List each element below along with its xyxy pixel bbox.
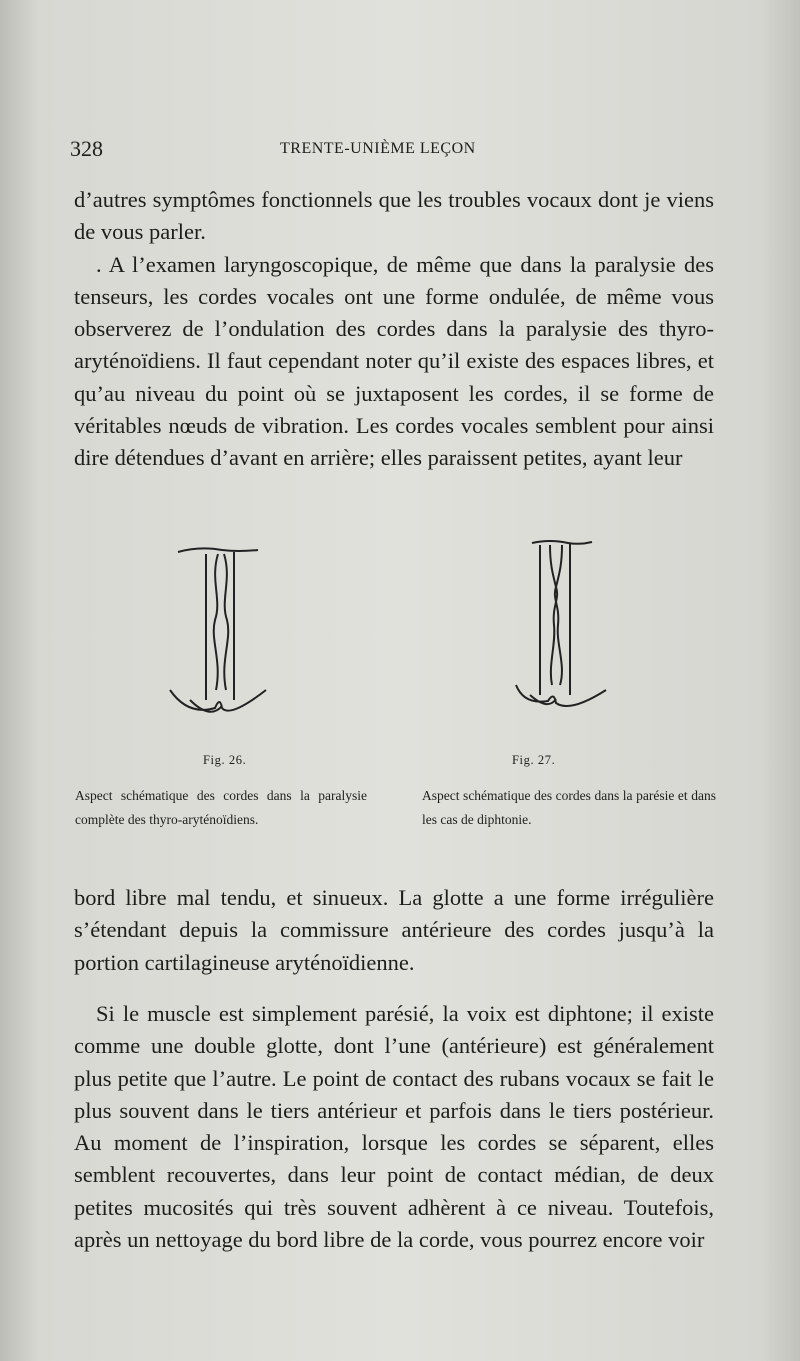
paragraph: bord libre mal tendu, et sinueux. La glotte a une forme irrégulière s’étendant depuis la commissure antérieure des cordes jusqu’à la portion cartilagineuse aryténoïdienne. xyxy=(74,885,714,975)
figure-26-label: Fig. 26. xyxy=(203,753,247,767)
paragraph: . A l’examen laryngoscopique, de même que dans la paralysie des tenseurs, les cordes vocales ont une forme ondulée, de même vous observerez de l’ondulation des cordes dans la paralysie des thyro-aryténoïdiens. Il faut cependant noter qu’il existe des espaces libres, et qu’au niveau du point où se juxtaposent les cordes, il se forme de véritables nœuds de vibration. Les cordes vocales semblent pour ainsi dire détendues d’avant en arrière; elles paraissent petites, ayant leur xyxy=(74,251,714,471)
running-title: TRENTE-UNIÈME LEÇON xyxy=(280,140,476,157)
figure-27-drawing xyxy=(420,535,660,725)
paragraph: d’autres symptômes fonctionnels que les troubles vocaux dont je viens de vous parler. xyxy=(74,187,714,245)
figure-26-drawing xyxy=(70,540,310,730)
figure-27-caption: Aspect schématique des cordes dans la parésie et dans les cas de diphtonie. xyxy=(422,788,716,827)
figure-27-label: Fig. 27. xyxy=(512,753,556,767)
figure-26 xyxy=(70,540,380,860)
body-text-top xyxy=(74,184,714,475)
body-text-middle xyxy=(74,882,714,979)
paragraph: Si le muscle est simplement parésié, la voix est diphtone; il existe comme une double glotte, dont l’une (antérieure) est généralement plus petite que l’autre. Le point de contact des rubans vocaux se fait le plus souvent dans le tiers antérieur et parfois dans le tiers postérieur. Au moment de l’inspiration, lorsque les cordes se séparent, elles semblent recouvertes, dans leur point de contact médian, de deux petites mucosités qui très souvent adhèrent à ce niveau. Toutefois, après un nettoyage du bord libre de la corde, vous pourrez encore voir xyxy=(74,1001,714,1253)
page-header xyxy=(70,136,720,166)
figure-26-caption: Aspect schématique des cordes dans la paralysie complète des thyro-aryténoïdiens. xyxy=(75,788,367,827)
figure-27 xyxy=(420,535,730,855)
page-number: 328 xyxy=(70,136,103,161)
body-text-bottom xyxy=(74,998,714,1256)
